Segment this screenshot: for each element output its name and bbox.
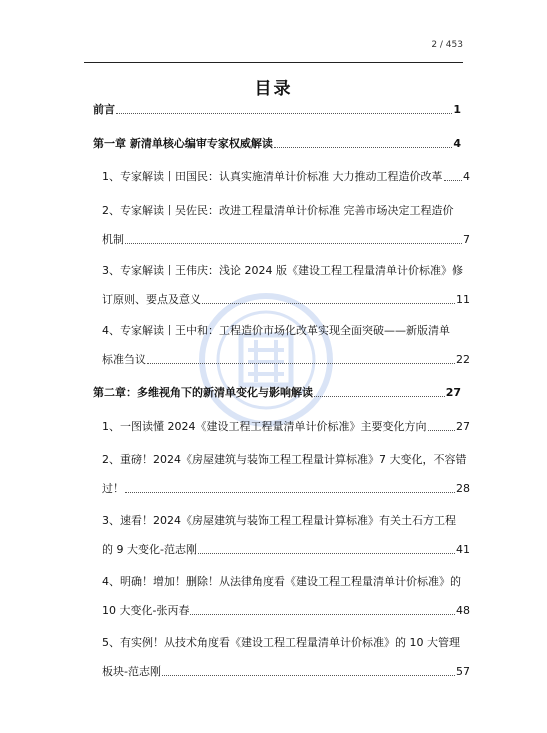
dot-leader <box>202 303 455 304</box>
toc-entry-preface[interactable] <box>93 103 461 117</box>
header-rule <box>84 62 463 63</box>
toc-entry-page: 1 <box>453 103 461 116</box>
toc-entry-page: 4 <box>463 170 470 183</box>
toc-title: 目录 <box>254 79 293 99</box>
toc-entry-title-cont: 10 大变化-张丙春 <box>102 604 190 617</box>
toc-entry-page: 27 <box>445 386 461 399</box>
toc-entry-title: 5、有实例！从技术角度看《建设工程工程量清单计价标准》的 10 大管理 <box>102 636 460 649</box>
toc-entry-1-2[interactable] <box>93 204 470 247</box>
toc-entry-title: 3、速看！2024《房屋建筑与装饰工程工程量计算标准》有关土石方工程 <box>102 514 456 527</box>
toc-entry-title: 2、重磅！2024《房屋建筑与装饰工程工程量计算标准》7 大变化，不容错 <box>102 453 467 466</box>
toc-entry-page: 28 <box>456 482 470 495</box>
toc-entry-1-1[interactable] <box>93 170 470 184</box>
toc-entry-title-cont: 板块-范志刚 <box>102 665 161 678</box>
page-indicator: 2 / 453 <box>431 40 463 50</box>
toc-entry-page: 57 <box>456 665 470 678</box>
toc-entry-2-5[interactable] <box>93 636 470 679</box>
toc-entry-title: 2、专家解读丨吴佐民：改进工程量清单计价标准 完善市场决定工程造价 <box>102 204 454 217</box>
toc-entry-title: 前言 <box>93 103 115 116</box>
dot-leader <box>162 675 455 676</box>
dot-leader <box>428 430 456 431</box>
toc-entry-page: 4 <box>453 137 461 150</box>
toc-entry-title: 1、专家解读丨田国民：认真实施清单计价标准 大力推动工程造价改革 <box>102 170 443 183</box>
toc-entry-page: 11 <box>456 293 470 306</box>
dot-leader <box>314 396 445 397</box>
toc-entry-2-4[interactable] <box>93 575 470 618</box>
toc-entry-2-2[interactable] <box>93 453 470 496</box>
dot-leader <box>125 243 462 244</box>
toc-entry-2-3[interactable] <box>93 514 470 557</box>
toc-entry-title-cont: 机制 <box>102 233 124 246</box>
dot-leader <box>147 363 455 364</box>
toc-entry-chapter-2[interactable] <box>93 386 461 400</box>
toc-entry-page: 41 <box>456 543 470 556</box>
dot-leader <box>125 492 455 493</box>
toc-entry-title-cont: 的 9 大变化-范志刚 <box>102 543 197 556</box>
toc-entry-page: 7 <box>463 233 470 246</box>
toc-entry-title: 第二章：多维视角下的新清单变化与影响解读 <box>93 386 313 399</box>
dot-leader <box>198 553 455 554</box>
toc-entry-title: 4、明确！增加！删除！从法律角度看《建设工程工程量清单计价标准》的 <box>102 575 461 588</box>
toc-entry-page: 22 <box>456 353 470 366</box>
toc-entry-1-4[interactable] <box>93 324 470 367</box>
dot-leader <box>444 180 463 181</box>
toc-entry-2-1[interactable] <box>93 420 470 434</box>
toc-entry-title: 第一章 新清单核心编审专家权威解读 <box>93 137 273 150</box>
toc-entry-title: 4、专家解读丨王中和：工程造价市场化改革实现全面突破——新版清单 <box>102 324 450 337</box>
toc-entry-page: 48 <box>456 604 470 617</box>
toc-entry-title-cont: 过！ <box>102 482 124 495</box>
dot-leader <box>116 113 452 114</box>
toc-entry-title: 1、一图读懂 2024《建设工程工程量清单计价标准》主要变化方向 <box>102 420 427 433</box>
toc-entry-title-cont: 订原则、要点及意义 <box>102 293 201 306</box>
toc-entry-title-cont: 标准刍议 <box>102 353 146 366</box>
dot-leader <box>190 614 455 615</box>
dot-leader <box>274 147 453 148</box>
toc-entry-page: 27 <box>456 420 470 433</box>
toc-entry-1-3[interactable] <box>93 264 470 307</box>
toc-entry-title: 3、专家解读丨王伟庆：浅论 2024 版《建设工程工程量清单计价标准》修 <box>102 264 463 277</box>
toc-entry-chapter-1[interactable] <box>93 137 461 151</box>
